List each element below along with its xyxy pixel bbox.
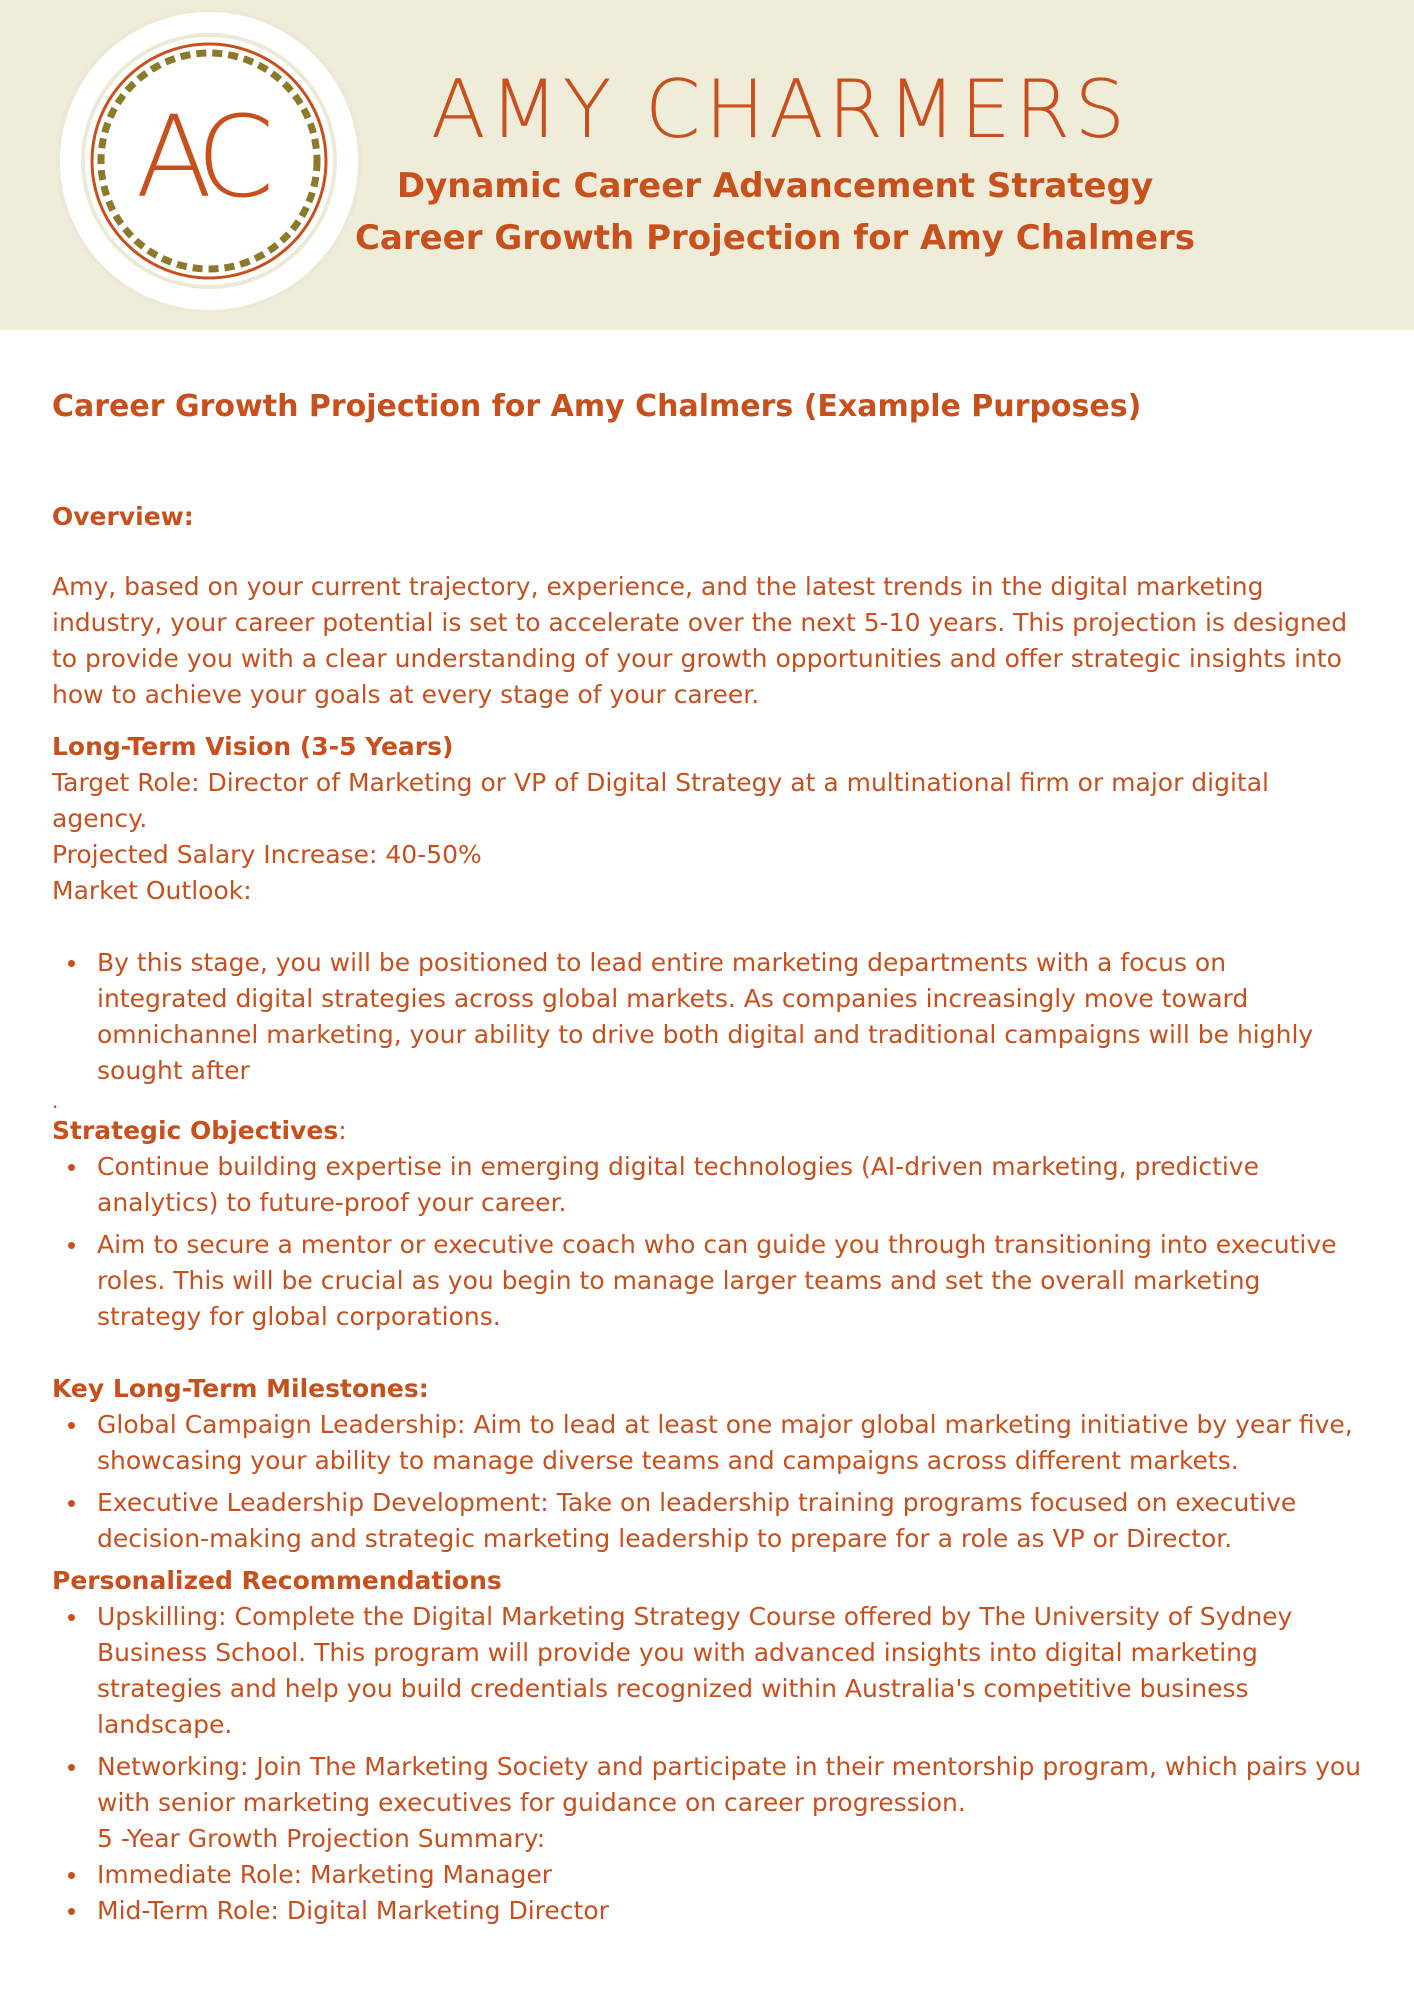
list-item: Immediate Role: Marketing Manager [52, 1857, 1362, 1893]
summary-label: 5 -Year Growth Projection Summary: [97, 1824, 546, 1853]
objectives-colon: : [338, 1116, 347, 1145]
logo-letters: AC [135, 93, 261, 223]
list-item: Continue building expertise in emerging digital technologies (AI-driven marketing, predictive analytics) to future-proof your career. [52, 1149, 1362, 1221]
target-role: Target Role: Director of Marketing or VP of Digital Strategy at a multinational firm or major digital agency. [52, 768, 1270, 833]
salary-increase: Projected Salary Increase: 40-50% [52, 840, 482, 869]
list-item: By this stage, you will be positioned to lead entire marketing departments with a focus on integrated digital strategies across global markets. As companies increasingly move toward omnichannel marketing, your ability to drive both digital and traditional campaigns will be highly sought after [52, 945, 1362, 1089]
person-name: AMY CHARMERS [430, 63, 1130, 156]
subtitle-strategy: Dynamic Career Advancement Strategy [396, 166, 1154, 206]
milestones-heading: Key Long-Term Milestones: [52, 1374, 429, 1403]
list-item: Executive Leadership Development: Take on leadership training programs focused on executive decision-making and strategic marketing leadership to prepare for a role as VP or Director. [52, 1485, 1362, 1557]
list-item: Aim to secure a mentor or executive coach who can guide you through transitioning into executive roles. This will be crucial as you begin to manage larger teams and set the overall marketing strategy for global corporations. [52, 1227, 1362, 1335]
milestones-list [52, 1407, 1362, 1557]
list-item: Global Campaign Leadership: Aim to lead at least one major global marketing initiative by year five, showcasing your ability to manage diverse teams and campaigns across different markets. [52, 1407, 1362, 1479]
document-title: Career Growth Projection for Amy Chalmers (Example Purposes) [52, 389, 1142, 424]
market-outlook-label: Market Outlook: [52, 876, 252, 905]
document-body [52, 386, 1362, 1929]
vision-heading: Long-Term Vision (3-5 Years) [52, 732, 454, 761]
market-outlook-list [52, 945, 1362, 1089]
objectives-heading-line [52, 1113, 1362, 1149]
recommendations-list [52, 1599, 1362, 1929]
ac-monogram-logo [48, 10, 370, 312]
stray-period: . [52, 1089, 59, 1113]
objectives-heading: Strategic Objectives [52, 1116, 339, 1145]
overview-text: Amy, based on your current trajectory, experience, and the latest trends in the digital marketing industry, your career potential is set to accelerate over the next 5-10 years. This projection is designed to provide you with a clear understanding of your growth opportunities and offer strategic insights into how to achieve your goals at every stage of your career. [52, 572, 1348, 709]
overview-heading: Overview: [52, 502, 194, 531]
list-item: Mid-Term Role: Digital Marketing Director [52, 1893, 1362, 1929]
objectives-list [52, 1149, 1362, 1335]
recommendations-heading: Personalized Recommendations [52, 1566, 502, 1595]
subtitle-projection: Career Growth Projection for Amy Chalmers [354, 218, 1196, 258]
list-item: Upskilling: Complete the Digital Marketing Strategy Course offered by The University of Sydney Business School. This program will provide you with advanced insights into digital marketing strategies and help you build credentials recognized within Australia's competitive business landscape. [52, 1599, 1362, 1743]
list-item: Networking: Join The Marketing Society and participate in their mentorship program, which pairs you with senior marketing executives for guidance on career progression. [52, 1749, 1362, 1821]
header-banner [0, 0, 1414, 330]
